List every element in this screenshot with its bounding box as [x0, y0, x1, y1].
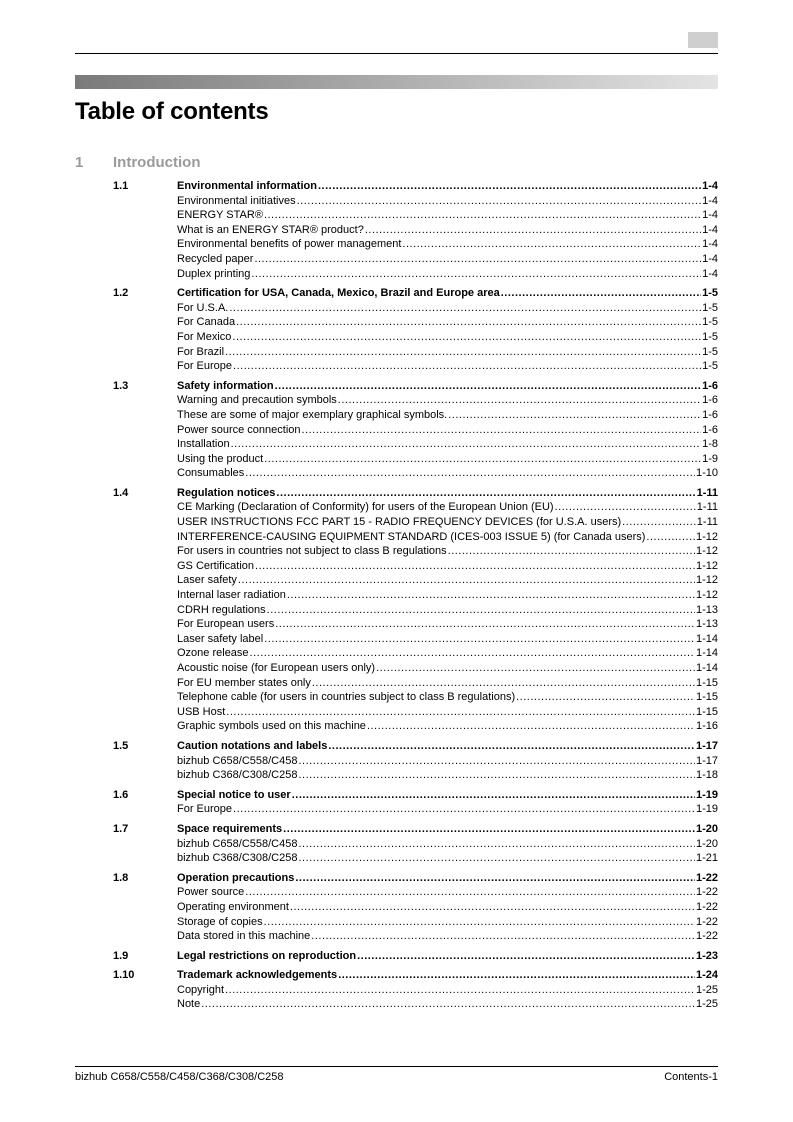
entry-page-number: 1-15 [695, 676, 718, 689]
dot-leader [250, 646, 695, 661]
entry-title: For Mexico [177, 330, 232, 343]
dot-leader [229, 301, 701, 316]
bottom-rule [75, 1066, 718, 1067]
entry-page-number: 1-15 [695, 705, 718, 718]
entry-title: Using the product [177, 452, 264, 465]
toc-entry[interactable] [177, 301, 718, 316]
entry-title: USB Host [177, 705, 226, 718]
entry-page-number: 1-25 [695, 983, 718, 996]
entry-title: Certification for USA, Canada, Mexico, Brazil and Europe area [177, 287, 500, 300]
toc-section-heading[interactable] [177, 739, 718, 754]
dot-leader [236, 315, 701, 330]
toc-entry[interactable] [177, 632, 718, 647]
dot-leader [367, 719, 695, 734]
dot-leader [231, 437, 702, 452]
dot-leader [318, 179, 701, 194]
page-tab-marker [688, 32, 718, 48]
section-number: 1.7 [113, 822, 129, 835]
toc-entry[interactable] [177, 452, 718, 467]
entry-title: Installation [177, 438, 230, 451]
toc-entry[interactable] [177, 929, 718, 944]
dot-leader [264, 208, 701, 223]
dot-leader [448, 408, 701, 423]
toc-entry[interactable] [177, 676, 718, 691]
entry-title: Environmental initiatives [177, 194, 296, 207]
entry-title: Ozone release [177, 647, 249, 660]
entry-title: bizhub C368/C308/C258 [177, 769, 298, 782]
toc-entry[interactable] [177, 208, 718, 223]
toc-entry[interactable] [177, 544, 718, 559]
entry-title: bizhub C658/C558/C458 [177, 754, 298, 767]
toc-section [113, 286, 718, 374]
entry-page-number: 1-19 [695, 788, 718, 801]
dot-leader [238, 573, 695, 588]
dot-leader [245, 466, 695, 481]
toc-section-heading[interactable] [177, 822, 718, 837]
entry-page-number: 1-20 [695, 822, 718, 835]
top-rule [75, 53, 718, 54]
dot-leader [264, 452, 701, 467]
dot-leader [312, 676, 695, 691]
entry-title: For users in countries not subject to class B regulations [177, 545, 447, 558]
toc-entry[interactable] [177, 252, 718, 267]
toc-entry[interactable] [177, 802, 718, 817]
toc-section-heading[interactable] [177, 379, 718, 394]
toc-section-heading[interactable] [177, 871, 718, 886]
toc-entry[interactable] [177, 588, 718, 603]
dot-leader [226, 705, 695, 720]
entry-page-number: 1-5 [702, 316, 718, 329]
entry-title: Legal restrictions on reproduction [177, 949, 357, 962]
entry-title: Special notice to user [177, 788, 291, 801]
entry-title: Trademark acknowledgements [177, 969, 338, 982]
section-number: 1.8 [113, 871, 129, 884]
entry-title: Internal laser radiation [177, 589, 286, 602]
dot-leader [311, 929, 695, 944]
dot-leader [448, 544, 695, 559]
entry-page-number: 1-14 [695, 647, 718, 660]
entry-page-number: 1-5 [702, 287, 718, 300]
dot-leader [275, 379, 702, 394]
section-number: 1.10 [113, 969, 135, 982]
dot-leader [297, 194, 701, 209]
entry-title: For Europe [177, 360, 233, 373]
entry-page-number: 1-15 [695, 691, 718, 704]
toc-entry[interactable] [177, 915, 718, 930]
dot-leader [646, 530, 695, 545]
entry-page-number: 1-17 [695, 754, 718, 767]
dot-leader [287, 588, 695, 603]
dot-leader [292, 788, 695, 803]
dot-leader [298, 837, 694, 852]
entry-title: Safety information [177, 379, 274, 392]
toc-entry[interactable] [177, 900, 718, 915]
entry-title: Caution notations and labels [177, 739, 328, 752]
toc-entry[interactable] [177, 530, 718, 545]
entry-title: Laser safety label [177, 632, 264, 645]
entry-title: These are some of major exemplary graphical symbols. [177, 408, 448, 421]
entry-page-number: 1-9 [702, 452, 718, 465]
toc-section [113, 949, 718, 964]
toc-entry[interactable] [177, 754, 718, 769]
entry-page-number: 1-14 [695, 632, 718, 645]
dot-leader [251, 267, 701, 282]
toc-entry[interactable] [177, 885, 718, 900]
dot-leader [264, 915, 695, 930]
entry-page-number: 1-4 [702, 180, 718, 192]
toc-entry[interactable] [177, 705, 718, 720]
toc-section [113, 179, 718, 281]
entry-page-number: 1-6 [702, 379, 718, 392]
toc-entry[interactable] [177, 500, 718, 515]
entry-page-number: 1-19 [695, 803, 718, 816]
toc-entry[interactable] [177, 837, 718, 852]
entry-page-number: 1-5 [702, 330, 718, 343]
entry-page-number: 1-23 [695, 949, 718, 962]
toc-section-heading[interactable] [177, 286, 718, 301]
toc-section-heading[interactable] [177, 968, 718, 983]
entry-page-number: 1-14 [695, 662, 718, 674]
dot-leader [255, 559, 695, 574]
entry-page-number: 1-22 [695, 915, 718, 928]
entry-title: Storage of copies [177, 915, 263, 928]
toc-entry[interactable] [177, 330, 718, 345]
dot-leader [365, 223, 701, 238]
entry-title: Regulation notices [177, 486, 276, 499]
entry-page-number: 1-12 [695, 530, 718, 543]
toc-section [113, 739, 718, 783]
page-title: Table of contents [75, 98, 269, 125]
section-number: 1.5 [113, 739, 129, 752]
toc-entry[interactable] [177, 267, 718, 282]
entry-page-number: 1-6 [702, 408, 718, 421]
toc-entry[interactable] [177, 983, 718, 998]
entry-title: Power source [177, 886, 245, 899]
dot-leader [225, 345, 701, 360]
entry-page-number: 1-12 [695, 589, 718, 602]
entry-page-number: 1-12 [695, 559, 718, 572]
entry-page-number: 1-20 [695, 837, 718, 850]
chapter-number: 1 [75, 154, 84, 171]
entry-title: Operating environment [177, 900, 289, 913]
dot-leader [298, 851, 694, 866]
toc-section [113, 968, 718, 1012]
section-number: 1.4 [113, 486, 129, 499]
dot-leader [245, 885, 695, 900]
entry-title: GS Certification [177, 559, 255, 572]
dot-leader [402, 237, 701, 252]
entry-page-number: 1-13 [695, 603, 718, 616]
dot-leader [225, 983, 695, 998]
dot-leader [298, 754, 694, 769]
entry-title: Warning and precaution symbols [177, 394, 337, 407]
toc-entry[interactable] [177, 437, 718, 452]
entry-page-number: 1-22 [695, 871, 718, 884]
entry-page-number: 1-11 [696, 486, 718, 499]
entry-page-number: 1-4 [702, 267, 718, 280]
dot-leader [302, 423, 702, 438]
toc-entry[interactable] [177, 359, 718, 374]
entry-title: bizhub C368/C308/C258 [177, 852, 298, 865]
entry-title: Duplex printing [177, 267, 251, 280]
section-number: 1.6 [113, 788, 129, 801]
dot-leader [254, 252, 701, 267]
entry-page-number: 1-5 [702, 360, 718, 373]
entry-title: What is an ENERGY STAR® product? [177, 223, 364, 236]
dot-leader [622, 515, 696, 530]
entry-page-number: 1-4 [702, 223, 718, 236]
entry-title: Note [177, 998, 201, 1011]
entry-page-number: 1-11 [696, 501, 718, 514]
section-number: 1.9 [113, 949, 129, 962]
toc-section-heading[interactable] [177, 788, 718, 803]
entry-page-number: 1-22 [695, 930, 718, 943]
dot-leader [357, 949, 695, 964]
dot-leader [232, 330, 701, 345]
dot-leader [201, 997, 695, 1012]
footer-model: bizhub C658/C558/C458/C368/C308/C258 [75, 1071, 284, 1083]
header-gradient-bar [75, 75, 718, 89]
toc-section [113, 379, 718, 481]
entry-page-number: 1-8 [702, 438, 718, 451]
dot-leader [338, 968, 695, 983]
toc-entry[interactable] [177, 603, 718, 618]
toc-entry[interactable] [177, 515, 718, 530]
toc-section [113, 486, 718, 734]
entry-title: USER INSTRUCTIONS FCC PART 15 - RADIO FREQUENCY DEVICES (for U.S.A. users) [177, 516, 622, 529]
entry-page-number: 1-25 [695, 998, 718, 1011]
entry-page-number: 1-11 [696, 516, 718, 529]
toc-entry[interactable] [177, 617, 718, 632]
toc-section [113, 871, 718, 944]
entry-title: Graphic symbols used on this machine [177, 720, 366, 733]
dot-leader [338, 393, 701, 408]
footer-page-number: Contents-1 [664, 1071, 718, 1083]
toc-entry[interactable] [177, 646, 718, 661]
toc-section [113, 822, 718, 866]
section-number: 1.1 [113, 180, 129, 192]
entry-title: INTERFERENCE-CAUSING EQUIPMENT STANDARD (ICES-003 ISSUE 5) (for Canada users) [177, 530, 646, 543]
entry-title: CE Marking (Declaration of Conformity) for users of the European Union (EU) [177, 501, 554, 514]
dot-leader [298, 768, 694, 783]
toc-entry[interactable] [177, 690, 718, 705]
entry-title: Recycled paper [177, 252, 254, 265]
entry-page-number: 1-22 [695, 900, 718, 913]
entry-title: Acoustic noise (for European users only) [177, 662, 376, 674]
entry-page-number: 1-12 [695, 545, 718, 558]
entry-title: For European users [177, 618, 275, 631]
entry-page-number: 1-4 [702, 194, 718, 207]
entry-title: For EU member states only [177, 676, 311, 689]
entry-page-number: 1-18 [695, 769, 718, 782]
dot-leader [295, 871, 695, 886]
entry-page-number: 1-16 [695, 720, 718, 733]
toc-entry[interactable] [177, 194, 718, 209]
dot-leader [516, 690, 695, 705]
entry-title: Environmental benefits of power management [177, 238, 402, 251]
toc-entry[interactable] [177, 661, 718, 676]
entry-page-number: 1-22 [695, 886, 718, 899]
toc-entry[interactable] [177, 423, 718, 438]
dot-leader [233, 359, 701, 374]
entry-page-number: 1-4 [702, 209, 718, 222]
dot-leader [264, 632, 695, 647]
entry-page-number: 1-21 [695, 852, 718, 865]
entry-title: CDRH regulations [177, 603, 266, 616]
toc-entry[interactable] [177, 393, 718, 408]
dot-leader [267, 603, 695, 618]
toc-entry[interactable] [177, 237, 718, 252]
section-number: 1.3 [113, 379, 129, 392]
dot-leader [555, 500, 696, 515]
entry-title: Power source connection [177, 423, 301, 436]
entry-title: For Canada [177, 316, 236, 329]
dot-leader [276, 486, 695, 501]
toc-section-heading[interactable] [177, 949, 718, 964]
dot-leader [233, 802, 695, 817]
entry-page-number: 1-5 [702, 301, 718, 314]
dot-leader [328, 739, 695, 754]
entry-title: Environmental information [177, 180, 317, 192]
entry-title: For Europe [177, 803, 233, 816]
toc-list [113, 179, 718, 1017]
toc-entry[interactable] [177, 408, 718, 423]
toc-entry[interactable] [177, 997, 718, 1012]
toc-section-heading[interactable] [177, 179, 718, 194]
entry-title: Consumables [177, 467, 245, 480]
entry-page-number: 1-12 [695, 574, 718, 587]
section-number: 1.2 [113, 287, 129, 300]
chapter-title: Introduction [113, 154, 201, 171]
entry-title: bizhub C658/C558/C458 [177, 837, 298, 850]
dot-leader [290, 900, 695, 915]
toc-entry[interactable] [177, 315, 718, 330]
dot-leader [376, 661, 695, 676]
toc-entry[interactable] [177, 223, 718, 238]
entry-page-number: 1-13 [695, 618, 718, 631]
dot-leader [501, 286, 701, 301]
entry-page-number: 1-24 [695, 969, 718, 982]
entry-title: Operation precautions [177, 871, 295, 884]
toc-entry[interactable] [177, 573, 718, 588]
entry-title: Telephone cable (for users in countries subject to class B regulations) [177, 691, 516, 704]
dot-leader [275, 617, 695, 632]
entry-title: For U.S.A. [177, 301, 229, 314]
toc-entry[interactable] [177, 466, 718, 481]
entry-title: Laser safety [177, 574, 237, 587]
toc-section-heading[interactable] [177, 486, 718, 501]
entry-page-number: 1-6 [702, 423, 718, 436]
toc-entry[interactable] [177, 719, 718, 734]
entry-page-number: 1-5 [702, 345, 718, 358]
entry-title: For Brazil [177, 345, 225, 358]
toc-entry[interactable] [177, 851, 718, 866]
entry-page-number: 1-17 [695, 739, 718, 752]
toc-entry[interactable] [177, 345, 718, 360]
entry-title: Data stored in this machine [177, 930, 311, 943]
toc-entry[interactable] [177, 768, 718, 783]
entry-title: Copyright [177, 983, 225, 996]
toc-entry[interactable] [177, 559, 718, 574]
dot-leader [283, 822, 695, 837]
entry-title: ENERGY STAR® [177, 209, 263, 222]
entry-page-number: 1-4 [702, 252, 718, 265]
entry-page-number: 1-4 [702, 238, 718, 251]
toc-section [113, 788, 718, 817]
entry-page-number: 1-6 [702, 394, 718, 407]
entry-title: Space requirements [177, 822, 283, 835]
entry-page-number: 1-10 [695, 467, 718, 480]
